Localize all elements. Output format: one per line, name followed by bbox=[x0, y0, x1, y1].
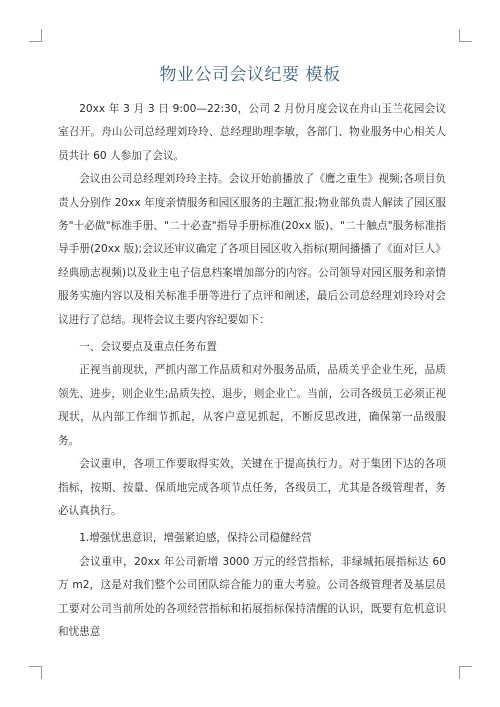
paragraph-quality: 正视当前现状，严抓内部工作品质和对外服务品质，品质关乎企业生死，品质领先、进步，则企业生;品质失控、退步，则企业亡。当前，公司各级员工必须正视现状，从内部工作细节抓起，从客户意见抓起，不断反思改进，确保第一品级服务。 bbox=[58, 364, 446, 447]
document-title: 物业公司会议纪要 模板 bbox=[159, 65, 341, 85]
section-heading-key-points: 一、会议要点及重点任务布置 bbox=[79, 341, 217, 354]
paragraph-meeting-info: 20xx 年 3 月 3 日 9:00—22:30，公司 2 月份月度会议在舟山玉兰花园会议室召开。舟山公司总经理刘玲玲、总经理助理李敏，各部门、物业服务中心相关人员共计 60 人参加了会议。 bbox=[58, 103, 446, 162]
crop-mark-top-left bbox=[29, 29, 42, 42]
paragraph-targets: 会议重申，20xx 年公司新增 3000 万元的经营指标，非绿城拓展指标达 60 万 m2，这是对我们整个公司团队综合能力的重大考验。公司各级管理者及基层员工要对公司当前所处的各项经营指标和拓展指标保持清醒的认识，既要有危机意识和忧患意 bbox=[58, 555, 446, 638]
paragraph-meeting-agenda: 会议由公司总经理刘玲玲主持。会议开始前播放了《鹰之重生》视频;各项目负责人分别作 20xx 年度亲情服务和园区服务的主题汇报;物业部负责人解读了园区服务"十必做"标准手册、"二十必查"指导手册标准(20xx 版)、"二十触点"服务标准指导手册(20xx 版);会议还审议确定了各项目园区收入指标(期间播播了《面对巨人》经典励志视频)以及业主电子信息档案增加部分的内容。公司领导对园区服务和亲情服务实施内容以及相关标准手册等进行了点评和阐述，最后公司总经理刘玲玲对会议进行了总结。现将会议主要内容纪要如下： bbox=[58, 173, 446, 326]
subheading-awareness: 1.增强忧患意识，增强紧迫感，保持公司稳健经营 bbox=[79, 532, 312, 545]
document-body bbox=[58, 98, 446, 644]
crop-mark-bottom-right bbox=[459, 666, 472, 679]
crop-mark-bottom-left bbox=[29, 666, 42, 679]
paragraph-execution: 会议重申，各项工作要取得实效，关键在于提高执行力。对于集团下达的各项指标，按期、按量、保质地完成各项节点任务，各级员工，尤其是各级管理者，务必认真执行。 bbox=[58, 458, 446, 517]
crop-mark-top-right bbox=[459, 29, 472, 42]
